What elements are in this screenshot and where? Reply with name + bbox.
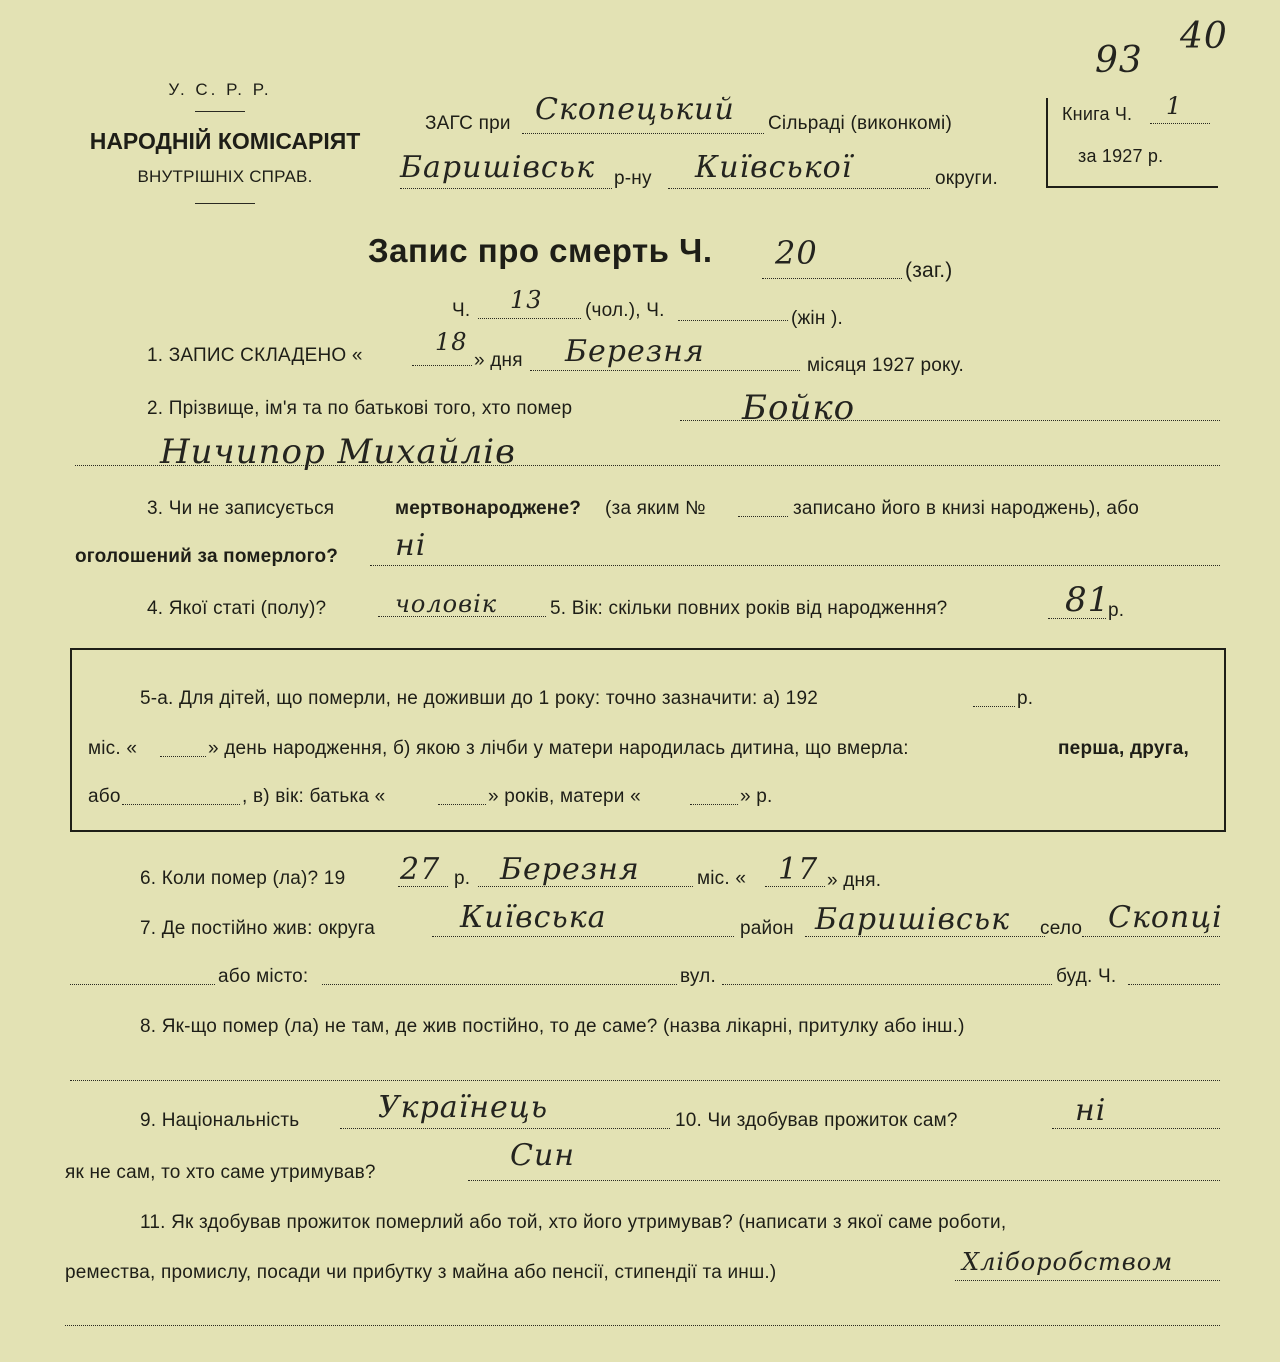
item8-label: 8. Як-що помер (ла) не там, де жив постійно, то де саме? (назва лікарні, притулку або інш.) xyxy=(140,1016,965,1037)
district-line xyxy=(400,188,612,189)
item1-mid: » дня xyxy=(474,350,523,371)
item10b-value: Син xyxy=(510,1138,576,1173)
okrug-value: Київської xyxy=(695,150,853,185)
item7-misto-line xyxy=(322,984,677,985)
internal-affairs-header: ВНУТРІШНІХ СПРАВ. xyxy=(137,167,313,186)
item8-line xyxy=(70,1080,1220,1081)
infant-father-age-line xyxy=(438,804,486,805)
item4-label: 4. Якої статі (полу)? xyxy=(147,598,327,619)
item7-selo-line xyxy=(1082,936,1220,937)
item3-label: 3. Чи не записується xyxy=(147,498,335,519)
council-suffix: Сільраді (виконкомі) xyxy=(768,113,952,134)
zags-prefix: ЗАГС при xyxy=(425,113,511,134)
item6-month-line xyxy=(478,886,693,887)
item3-suffix: записано його в книзі народжень), або xyxy=(793,498,1139,519)
record-number-line xyxy=(762,278,902,279)
item5-suffix: р. xyxy=(1108,600,1125,621)
infant-line2-b: » день народження, б) якою з лічби у матери народилась дитина, що вмерла: xyxy=(208,738,909,759)
item7-selo: Скопці xyxy=(1108,900,1223,935)
item6-year: 27 xyxy=(400,852,441,887)
year-label: за 1927 р. xyxy=(1078,146,1164,166)
item7-vul-line xyxy=(722,984,1052,985)
infant-line3-b: , в) вік: батька « xyxy=(242,786,386,807)
item7-rayon: Баришівськ xyxy=(815,902,1010,937)
item1-day-line xyxy=(412,365,472,366)
council-value: Скопецький xyxy=(535,92,735,127)
item7-rayon-line xyxy=(805,936,1045,937)
item3-bold: мертвонароджене? xyxy=(395,498,582,519)
item4-line xyxy=(378,616,546,617)
item10-line xyxy=(1052,1128,1220,1129)
item5-line xyxy=(1048,618,1106,619)
item6-month: Березня xyxy=(500,852,640,887)
council-line xyxy=(522,133,764,134)
book-box-bottom xyxy=(1046,186,1218,188)
district-suffix: р-ну xyxy=(614,168,652,189)
infant-line1-end: р. xyxy=(1017,688,1034,709)
item10b-line xyxy=(468,1180,1220,1181)
item11-label: 11. Як здобував прожиток померлий або той, хто його утримував? (написати з якої саме роботи, xyxy=(140,1212,1007,1233)
item7-bud-label: буд. Ч. xyxy=(1056,966,1117,987)
item9-label: 9. Національність xyxy=(140,1110,300,1131)
record-number: 20 xyxy=(775,234,818,272)
item2-surname-line xyxy=(680,420,1220,421)
item7-okrug: Київська xyxy=(460,900,607,935)
book-box-left xyxy=(1046,98,1048,186)
okrug-line xyxy=(668,188,930,189)
okrug-suffix: округи. xyxy=(935,168,998,189)
header-divider-1 xyxy=(195,111,245,112)
infant-mother-age-line xyxy=(690,804,738,805)
item3-number-line xyxy=(738,516,788,517)
item2-label: 2. Прізвище, ім'я та по батькові того, хто помер xyxy=(147,398,573,419)
infant-year-line xyxy=(973,706,1015,707)
item7-label: 7. Де постійно жив: округа xyxy=(140,918,376,939)
item3-mid: (за яким № xyxy=(605,498,706,519)
item5-label: 5. Вік: скільки повних років від народження? xyxy=(550,598,948,619)
item3-value: ні xyxy=(395,528,427,563)
male-number-line xyxy=(478,318,581,319)
header-divider-2 xyxy=(195,203,255,204)
ussr-header: У. С. Р. Р. xyxy=(168,80,272,99)
female-number-line xyxy=(678,320,788,321)
archive-number-right: 40 xyxy=(1180,16,1228,57)
archive-number-left: 93 xyxy=(1095,40,1143,81)
item9-value: Українець xyxy=(378,1090,549,1125)
item1-day: 18 xyxy=(435,328,468,356)
female-label: (жін ). xyxy=(791,308,844,329)
record-suffix: (заг.) xyxy=(905,259,953,282)
male-label: (чол.), Ч. xyxy=(585,300,665,321)
item6-year-line xyxy=(398,886,448,887)
item2-name: Ничипор Михайлів xyxy=(160,432,516,472)
infant-other-line xyxy=(122,804,240,805)
item7-okrug-line xyxy=(432,936,734,937)
item11-value: Хліборобством xyxy=(962,1248,1174,1276)
item3-value-line xyxy=(370,565,1220,566)
item6-day: 17 xyxy=(778,852,819,887)
item7-bud-line xyxy=(1128,984,1220,985)
item5-value: 81 xyxy=(1065,580,1111,620)
infant-line3-d: » р. xyxy=(740,786,773,807)
book-label: Книга Ч. xyxy=(1062,104,1133,124)
item11-label2: ремества, промислу, посади чи прибутку з майна або пенсії, стипендії та инш.) xyxy=(65,1262,777,1283)
item1-month: Березня xyxy=(565,334,705,369)
male-number: 13 xyxy=(510,286,543,314)
item10-label: 10. Чи здобував прожиток сам? xyxy=(675,1110,958,1131)
item9-line xyxy=(340,1128,670,1129)
item10b-label: як не сам, то хто саме утримував? xyxy=(65,1162,376,1183)
infant-line3-a: або xyxy=(88,786,121,807)
item6-day-line xyxy=(765,886,825,887)
infant-line3-c: » років, матери « xyxy=(488,786,641,807)
item7-misto-label: або місто: xyxy=(218,966,309,987)
item11-line xyxy=(955,1280,1220,1281)
male-prefix: Ч. xyxy=(452,300,471,321)
item6-label: 6. Коли помер (ла)? 19 xyxy=(140,868,346,889)
book-value: 1 xyxy=(1166,92,1183,120)
commissariat-header: НАРОДНІЙ КОМІСАРІЯТ xyxy=(89,128,361,154)
item7-vul-label: вул. xyxy=(680,966,716,987)
item1-month-line xyxy=(530,370,800,371)
item1-suffix: місяця 1927 року. xyxy=(807,355,965,376)
record-title: Запис про смерть Ч. xyxy=(368,232,713,269)
item2-name-line xyxy=(75,465,1220,466)
item11-line2 xyxy=(65,1325,1220,1326)
item4-value: чоловік xyxy=(395,590,498,618)
infant-line1: 5-а. Для дітей, що померли, не доживши до 1 року: точно зазначити: а) 192 xyxy=(140,688,818,709)
item1-label: 1. ЗАПИС СКЛАДЕНО « xyxy=(147,345,363,366)
infant-line2-bold: перша, друга, xyxy=(1058,738,1189,759)
infant-line2-a: міс. « xyxy=(88,738,138,759)
item6-mis: міс. « xyxy=(697,868,747,889)
item7-rayon-label: район xyxy=(740,918,794,939)
item3-bold2: оголошений за померлого? xyxy=(75,546,339,567)
item2-surname: Бойко xyxy=(742,388,856,428)
item10-value: ні xyxy=(1075,1093,1107,1128)
item6-r: р. xyxy=(454,868,471,889)
book-value-line xyxy=(1150,123,1210,124)
item7-selo-label: село xyxy=(1040,918,1083,939)
infant-month-line xyxy=(160,756,206,757)
district-value: Баришівськ xyxy=(400,150,595,185)
item7-misto-pre-line xyxy=(70,984,215,985)
item6-suffix: » дня. xyxy=(827,870,882,891)
